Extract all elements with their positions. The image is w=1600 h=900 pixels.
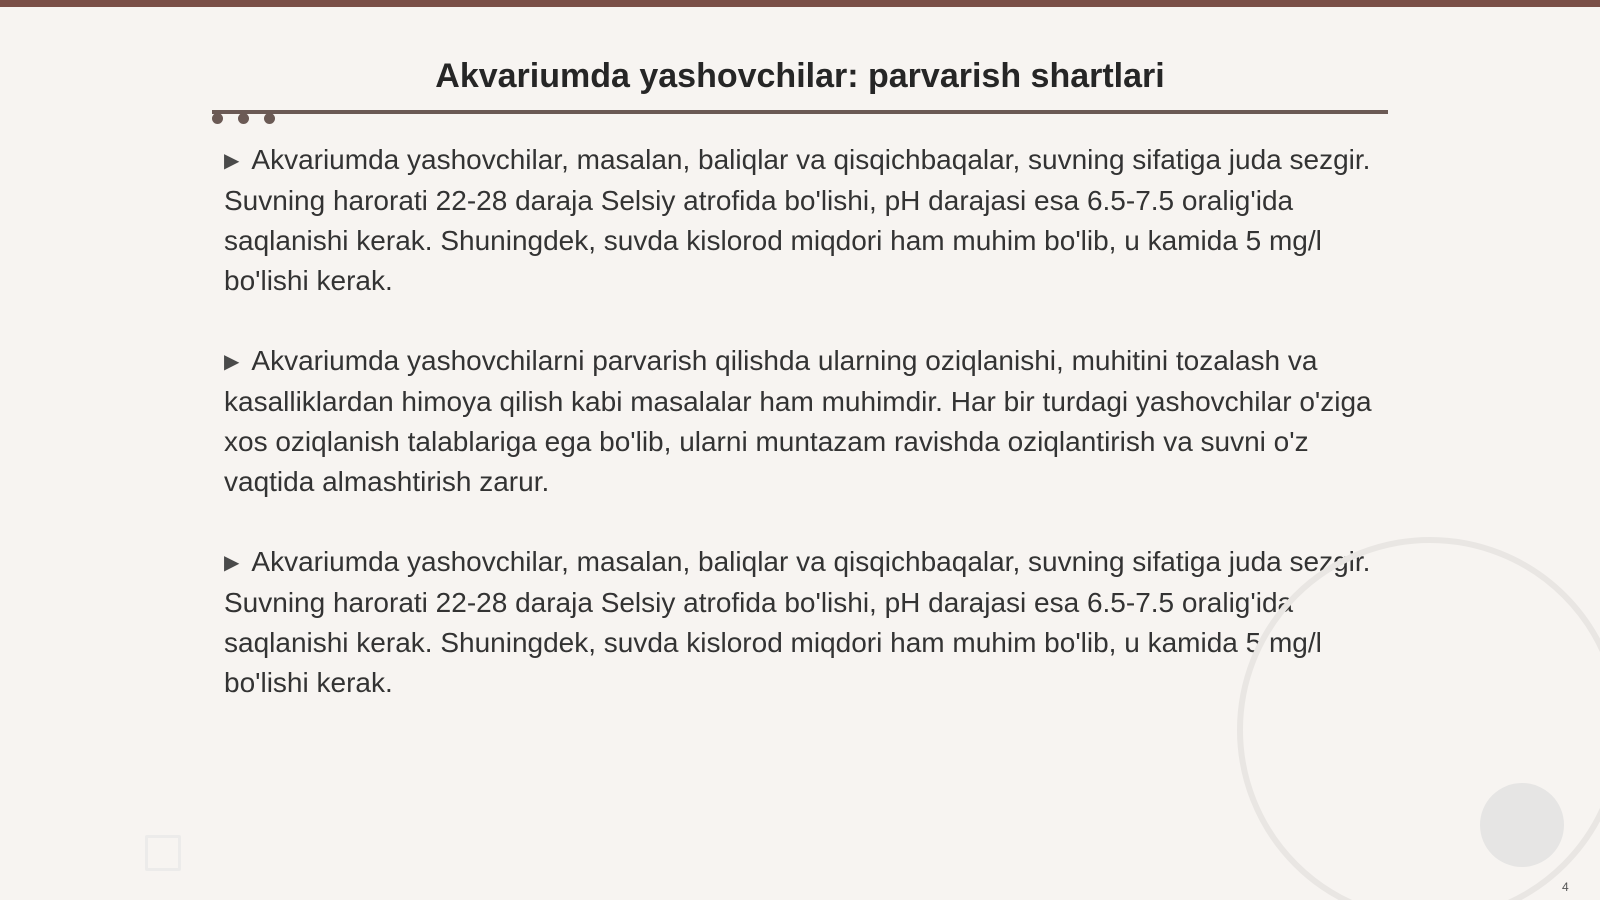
rule-dot <box>238 113 249 124</box>
page-number: 4 <box>1562 880 1569 894</box>
bullet-paragraph <box>224 542 1374 703</box>
bullet-arrow-icon: ▶ <box>224 552 240 574</box>
bullet-arrow-icon: ▶ <box>224 150 240 172</box>
top-accent-bar <box>0 0 1600 7</box>
rule-dot <box>212 113 223 124</box>
bullet-paragraph <box>224 341 1374 502</box>
slide-title: Akvariumda yashovchilar: parvarish shartlari <box>435 57 1165 95</box>
title-underline <box>212 110 1388 114</box>
paragraph-text: Akvariumda yashovchilarni parvarish qilishda ularning oziqlanishi, muhitini tozalash va kasalliklardan himoya qilish kabi masalalar ham muhimdir. Har bir turdagi yashovchilar o'ziga xos oziqlanish talablariga ega bo'lib, ularni muntazam ravishda oziqlantirish va suvni o'z vaqtida almashtirish zarur. <box>224 345 1372 497</box>
bullet-arrow-icon: ▶ <box>224 351 240 373</box>
bullet-paragraph <box>224 140 1374 301</box>
paragraph-text: Akvariumda yashovchilar, masalan, baliqlar va qisqichbaqalar, suvning sifatiga juda sezgir. Suvning harorati 22-28 daraja Selsiy atrofida bo'lishi, pH darajasi esa 6.5-7.5 oralig'ida saqlanishi kerak. Shuningdek, suvda kislorod miqdori ham muhim bo'lib, u kamida 5 mg/l bo'lishi kerak. <box>224 546 1371 698</box>
slide-body <box>224 140 1374 743</box>
paragraph-text: Akvariumda yashovchilar, masalan, baliqlar va qisqichbaqalar, suvning sifatiga juda sezgir. Suvning harorati 22-28 daraja Selsiy atrofida bo'lishi, pH darajasi esa 6.5-7.5 oralig'ida saqlanishi kerak. Shuningdek, suvda kislorod miqdori ham muhim bo'lib, u kamida 5 mg/l bo'lishi kerak. <box>224 144 1371 296</box>
small-disc-decoration <box>1480 783 1564 867</box>
rule-dot <box>264 113 275 124</box>
square-outline-decoration <box>145 835 181 871</box>
